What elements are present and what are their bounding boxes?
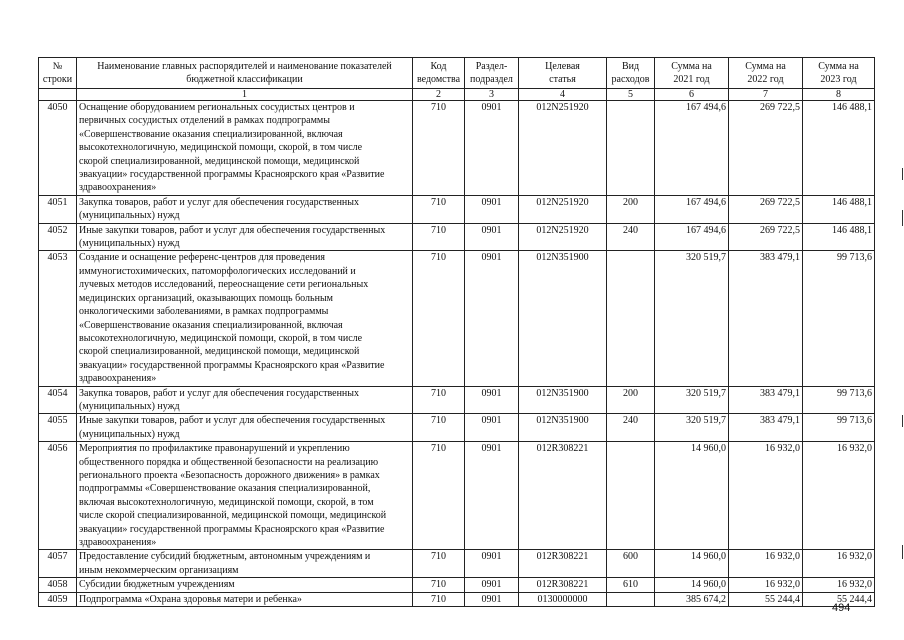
expense-type xyxy=(607,251,655,386)
row-number: 4056 xyxy=(39,442,77,550)
table-row xyxy=(39,386,875,414)
sum-2021: 167 494,6 xyxy=(655,195,729,223)
department-code: 710 xyxy=(413,223,465,251)
header-sum-2021: Сумма на 2021 год xyxy=(655,58,729,89)
header-expense-type: Вид расходов xyxy=(607,58,655,89)
header-row-number: № строки xyxy=(39,58,77,89)
table-row xyxy=(39,550,875,578)
department-code: 710 xyxy=(413,442,465,550)
column-number: 3 xyxy=(465,89,519,101)
section-code: 0901 xyxy=(465,386,519,414)
table-row xyxy=(39,101,875,196)
target-article: 012R308221 xyxy=(519,550,607,578)
expense-type xyxy=(607,442,655,550)
sum-2022: 269 722,5 xyxy=(729,101,803,196)
section-code: 0901 xyxy=(465,414,519,442)
department-code: 710 xyxy=(413,592,465,606)
table-row xyxy=(39,578,875,592)
column-number: 2 xyxy=(413,89,465,101)
row-number: 4051 xyxy=(39,195,77,223)
row-name: Создание и оснащение референс-центров для проведения иммуногистохимических, патоморфологических исследований и лучевых методов исследований, переоснащение сети региональных медицинских организаций, оказывающих помощь больным онкологическими заболеваниями, в рамках подпрограммы «Совершенствование оказания специализированной, включая высокотехнологичную, медицинской помощи, скорой, в том числе скорой специализированной, медицинской помощи, медицинской эвакуации» государственной программы Красноярского края «Развитие здравоохранения» xyxy=(77,251,413,386)
sum-2022: 383 479,1 xyxy=(729,414,803,442)
scan-margin-mark xyxy=(902,168,903,180)
target-article: 012N251920 xyxy=(519,195,607,223)
section-code: 0901 xyxy=(465,195,519,223)
section-code: 0901 xyxy=(465,442,519,550)
header-section: Раздел- подраздел xyxy=(465,58,519,89)
target-article: 0130000000 xyxy=(519,592,607,606)
row-name: Мероприятия по профилактике правонарушений и укреплению общественного порядка и общественной безопасности на реализацию регионального проекта «Безопасность дорожного движения» в рамках подпрограммы «Совершенствование оказания специализированной, включая высокотехнологичную, медицинской помощи, скорой, в том числе скорой специализированной, медицинской помощи, медицинской эвакуации» государственной программы Красноярского края «Развитие здравоохранения» xyxy=(77,442,413,550)
table-body xyxy=(39,101,875,607)
section-code: 0901 xyxy=(465,251,519,386)
scan-margin-mark xyxy=(902,210,903,226)
header-sum-2022: Сумма на 2022 год xyxy=(729,58,803,89)
row-name: Подпрограмма «Охрана здоровья матери и ребенка» xyxy=(77,592,413,606)
row-name: Предоставление субсидий бюджетным, автономным учреждениям и иным некоммерческим организациям xyxy=(77,550,413,578)
row-number: 4052 xyxy=(39,223,77,251)
column-number: 6 xyxy=(655,89,729,101)
target-article: 012N351900 xyxy=(519,414,607,442)
sum-2022: 16 932,0 xyxy=(729,550,803,578)
row-name: Иные закупки товаров, работ и услуг для обеспечения государственных (муниципальных) нужд xyxy=(77,223,413,251)
expense-type xyxy=(607,592,655,606)
sum-2021: 14 960,0 xyxy=(655,550,729,578)
row-number: 4059 xyxy=(39,592,77,606)
expense-type: 240 xyxy=(607,223,655,251)
scan-margin-mark xyxy=(902,415,903,427)
sum-2022: 269 722,5 xyxy=(729,223,803,251)
header-code: Код ведомства xyxy=(413,58,465,89)
department-code: 710 xyxy=(413,414,465,442)
section-code: 0901 xyxy=(465,223,519,251)
target-article: 012N251920 xyxy=(519,101,607,196)
header-row xyxy=(39,58,875,89)
row-number: 4057 xyxy=(39,550,77,578)
expense-type: 200 xyxy=(607,195,655,223)
table-row xyxy=(39,592,875,606)
expense-type: 600 xyxy=(607,550,655,578)
department-code: 710 xyxy=(413,386,465,414)
department-code: 710 xyxy=(413,578,465,592)
sum-2022: 16 932,0 xyxy=(729,578,803,592)
row-number: 4050 xyxy=(39,101,77,196)
department-code: 710 xyxy=(413,550,465,578)
sum-2023: 16 932,0 xyxy=(803,578,875,592)
row-number: 4058 xyxy=(39,578,77,592)
column-number: 7 xyxy=(729,89,803,101)
section-code: 0901 xyxy=(465,592,519,606)
column-number: 5 xyxy=(607,89,655,101)
column-number xyxy=(39,89,77,101)
sum-2022: 16 932,0 xyxy=(729,442,803,550)
section-code: 0901 xyxy=(465,101,519,196)
row-name: Иные закупки товаров, работ и услуг для обеспечения государственных (муниципальных) нужд xyxy=(77,414,413,442)
section-code: 0901 xyxy=(465,578,519,592)
sum-2023: 99 713,6 xyxy=(803,386,875,414)
target-article: 012R308221 xyxy=(519,442,607,550)
target-article: 012N251920 xyxy=(519,223,607,251)
row-name: Закупка товаров, работ и услуг для обеспечения государственных (муниципальных) нужд xyxy=(77,386,413,414)
sum-2021: 320 519,7 xyxy=(655,386,729,414)
expense-type xyxy=(607,101,655,196)
budget-table xyxy=(38,57,875,607)
scan-margin-mark xyxy=(902,545,903,559)
column-number-row xyxy=(39,89,875,101)
sum-2021: 167 494,6 xyxy=(655,223,729,251)
table-row xyxy=(39,442,875,550)
sum-2023: 16 932,0 xyxy=(803,442,875,550)
row-number: 4055 xyxy=(39,414,77,442)
row-name: Оснащение оборудованием региональных сосудистых центров и первичных сосудистых отделений в рамках подпрограммы «Совершенствование оказания специализированной, включая высокотехнологичную, медицинской помощи, скорой, в том числе скорой специализированной, медицинской помощи, медицинской эвакуации» государственной программы Красноярского края «Развитие здравоохранения» xyxy=(77,101,413,196)
sum-2023: 99 713,6 xyxy=(803,414,875,442)
row-name: Закупка товаров, работ и услуг для обеспечения государственных (муниципальных) нужд xyxy=(77,195,413,223)
sum-2023: 16 932,0 xyxy=(803,550,875,578)
sum-2021: 320 519,7 xyxy=(655,414,729,442)
sum-2021: 14 960,0 xyxy=(655,578,729,592)
page-number: 494 xyxy=(832,602,851,614)
table-row xyxy=(39,414,875,442)
sum-2022: 383 479,1 xyxy=(729,251,803,386)
table-row xyxy=(39,195,875,223)
target-article: 012N351900 xyxy=(519,386,607,414)
sum-2022: 383 479,1 xyxy=(729,386,803,414)
column-number: 4 xyxy=(519,89,607,101)
header-name: Наименование главных распорядителей и наименование показателей бюджетной классификации xyxy=(77,58,413,89)
sum-2021: 320 519,7 xyxy=(655,251,729,386)
sum-2022: 269 722,5 xyxy=(729,195,803,223)
target-article: 012N351900 xyxy=(519,251,607,386)
sum-2023: 99 713,6 xyxy=(803,251,875,386)
sum-2021: 14 960,0 xyxy=(655,442,729,550)
row-number: 4053 xyxy=(39,251,77,386)
department-code: 710 xyxy=(413,101,465,196)
section-code: 0901 xyxy=(465,550,519,578)
table-row xyxy=(39,251,875,386)
row-name: Субсидии бюджетным учреждениям xyxy=(77,578,413,592)
row-number: 4054 xyxy=(39,386,77,414)
sum-2021: 167 494,6 xyxy=(655,101,729,196)
table-row xyxy=(39,223,875,251)
header-article: Целевая статья xyxy=(519,58,607,89)
column-number: 1 xyxy=(77,89,413,101)
column-number: 8 xyxy=(803,89,875,101)
sum-2023: 146 488,1 xyxy=(803,223,875,251)
department-code: 710 xyxy=(413,195,465,223)
sum-2022: 55 244,4 xyxy=(729,592,803,606)
expense-type: 610 xyxy=(607,578,655,592)
sum-2021: 385 674,2 xyxy=(655,592,729,606)
sum-2023: 146 488,1 xyxy=(803,101,875,196)
sum-2023: 146 488,1 xyxy=(803,195,875,223)
header-sum-2023: Сумма на 2023 год xyxy=(803,58,875,89)
target-article: 012R308221 xyxy=(519,578,607,592)
department-code: 710 xyxy=(413,251,465,386)
expense-type: 240 xyxy=(607,414,655,442)
sum-2023: 55 244,4 xyxy=(803,592,875,606)
expense-type: 200 xyxy=(607,386,655,414)
